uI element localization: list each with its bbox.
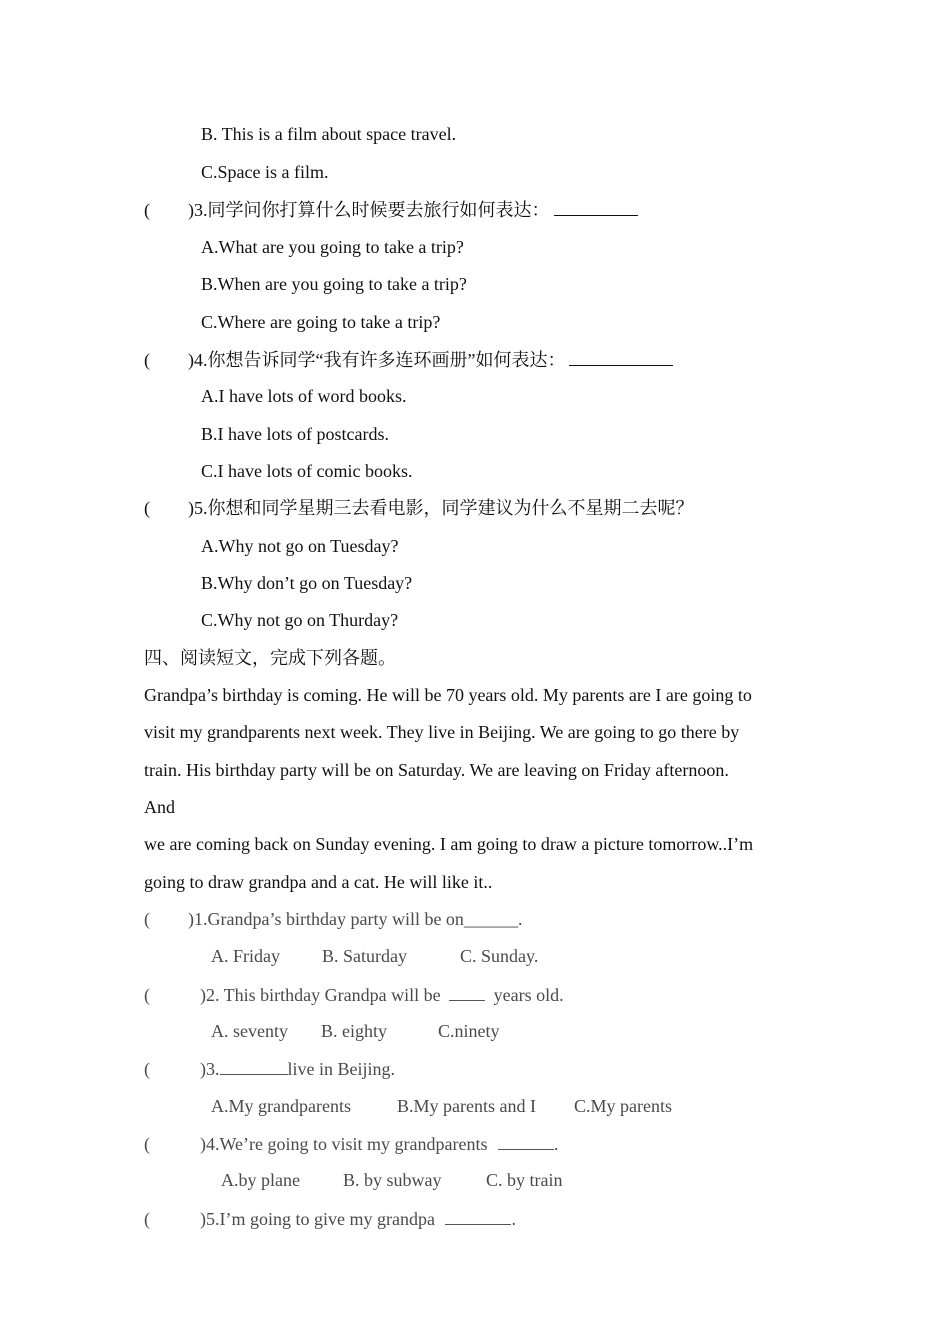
q5-option-a: A.Why not go on Tuesday?	[201, 536, 399, 556]
reading-q3-options	[211, 1094, 672, 1118]
answer-paren: (	[144, 985, 150, 1005]
q5-option-b: B.Why don’t go on Tuesday?	[201, 573, 413, 593]
option-a: A.by plane	[221, 1170, 300, 1190]
option-b: B.My parents and I	[397, 1096, 536, 1116]
reading-question-4	[144, 1131, 558, 1156]
q2-option-c: C.Space is a film.	[201, 162, 329, 182]
passage-line: visit my grandparents next week. They live in Beijing. We are going to go there by	[144, 722, 740, 742]
answer-paren: (	[144, 1059, 150, 1079]
question-end: .	[553, 1134, 559, 1154]
question-5	[144, 496, 694, 520]
passage-line: Grandpa’s birthday is coming. He will be 70 years old. My parents are I are going to	[144, 685, 752, 705]
q3-option-b: B.When are you going to take a trip?	[201, 274, 467, 294]
answer-blank: ______	[463, 909, 518, 929]
option-c: C. Sunday.	[460, 946, 539, 966]
answer-blank	[445, 1206, 511, 1225]
option-b: B. Saturday	[322, 946, 407, 966]
passage-line: And	[144, 797, 175, 817]
question-end: .	[517, 909, 523, 929]
option-a: A.My grandparents	[211, 1096, 351, 1116]
passage-line: train. His birthday party will be on Saturday. We are leaving on Friday afternoon.	[144, 760, 729, 780]
q4-option-c: C.I have lots of comic books.	[201, 461, 413, 481]
q4-option-b: B.I have lots of postcards.	[201, 424, 389, 444]
answer-blank	[498, 1131, 554, 1150]
question-end: .	[511, 1209, 516, 1229]
answer-paren: (	[144, 498, 150, 518]
reading-q1-options	[211, 944, 538, 968]
option-c: C.My parents	[574, 1096, 672, 1116]
q4-option-a: A.I have lots of word books.	[201, 386, 407, 406]
question-text: )4.We’re going to visit my grandparents	[200, 1134, 492, 1154]
answer-paren: (	[144, 350, 150, 370]
option-a: A. Friday	[211, 946, 280, 966]
reading-question-3	[144, 1056, 395, 1081]
question-3	[144, 197, 638, 222]
q3-option-a: A.What are you going to take a trip?	[201, 237, 464, 257]
q3-option-c: C.Where are going to take a trip?	[201, 312, 441, 332]
q2-option-b: B. This is a film about space travel.	[201, 124, 457, 144]
reading-question-1	[144, 907, 522, 931]
option-c: C. by train	[486, 1170, 563, 1190]
reading-q4-options	[221, 1168, 563, 1192]
question-text: )5.你想和同学星期三去看电影，同学建议为什么不星期二去呢？	[188, 498, 694, 518]
reading-question-2	[144, 982, 564, 1007]
answer-blank	[220, 1056, 288, 1075]
answer-blank	[449, 982, 485, 1001]
answer-paren: (	[144, 200, 150, 220]
answer-blank	[569, 347, 673, 366]
question-text: )3.	[200, 1059, 220, 1079]
answer-paren: (	[144, 909, 150, 929]
question-end: years old.	[489, 985, 564, 1005]
question-text: )5.I’m going to give my grandpa	[200, 1209, 440, 1229]
passage-line: we are coming back on Sunday evening. I am going to draw a picture tomorrow..I’m	[144, 834, 754, 854]
answer-paren: (	[144, 1134, 150, 1154]
reading-q2-options	[211, 1019, 500, 1043]
answer-paren: (	[144, 1209, 150, 1229]
question-text: )4.你想告诉同学“我有许多连环画册”如何表达：	[188, 350, 566, 370]
section-heading: 四、阅读短文，完成下列各题。	[144, 648, 396, 668]
question-text: )3.同学问你打算什么时候要去旅行如何表达：	[188, 200, 550, 220]
answer-blank	[554, 197, 638, 216]
option-b: B. by subway	[343, 1170, 442, 1190]
option-c: C.ninety	[438, 1021, 500, 1041]
reading-question-5	[144, 1206, 516, 1231]
option-a: A. seventy	[211, 1021, 288, 1041]
question-end: live in Beijing.	[287, 1059, 395, 1079]
passage-line: going to draw grandpa and a cat. He will like it..	[144, 872, 493, 892]
option-b: B. eighty	[321, 1021, 387, 1041]
question-4	[144, 347, 673, 372]
question-text: )2. This birthday Grandpa will be	[200, 985, 446, 1005]
question-text: )1.Grandpa’s birthday party will be on	[188, 909, 464, 929]
q5-option-c: C.Why not go on Thurday?	[201, 610, 399, 630]
